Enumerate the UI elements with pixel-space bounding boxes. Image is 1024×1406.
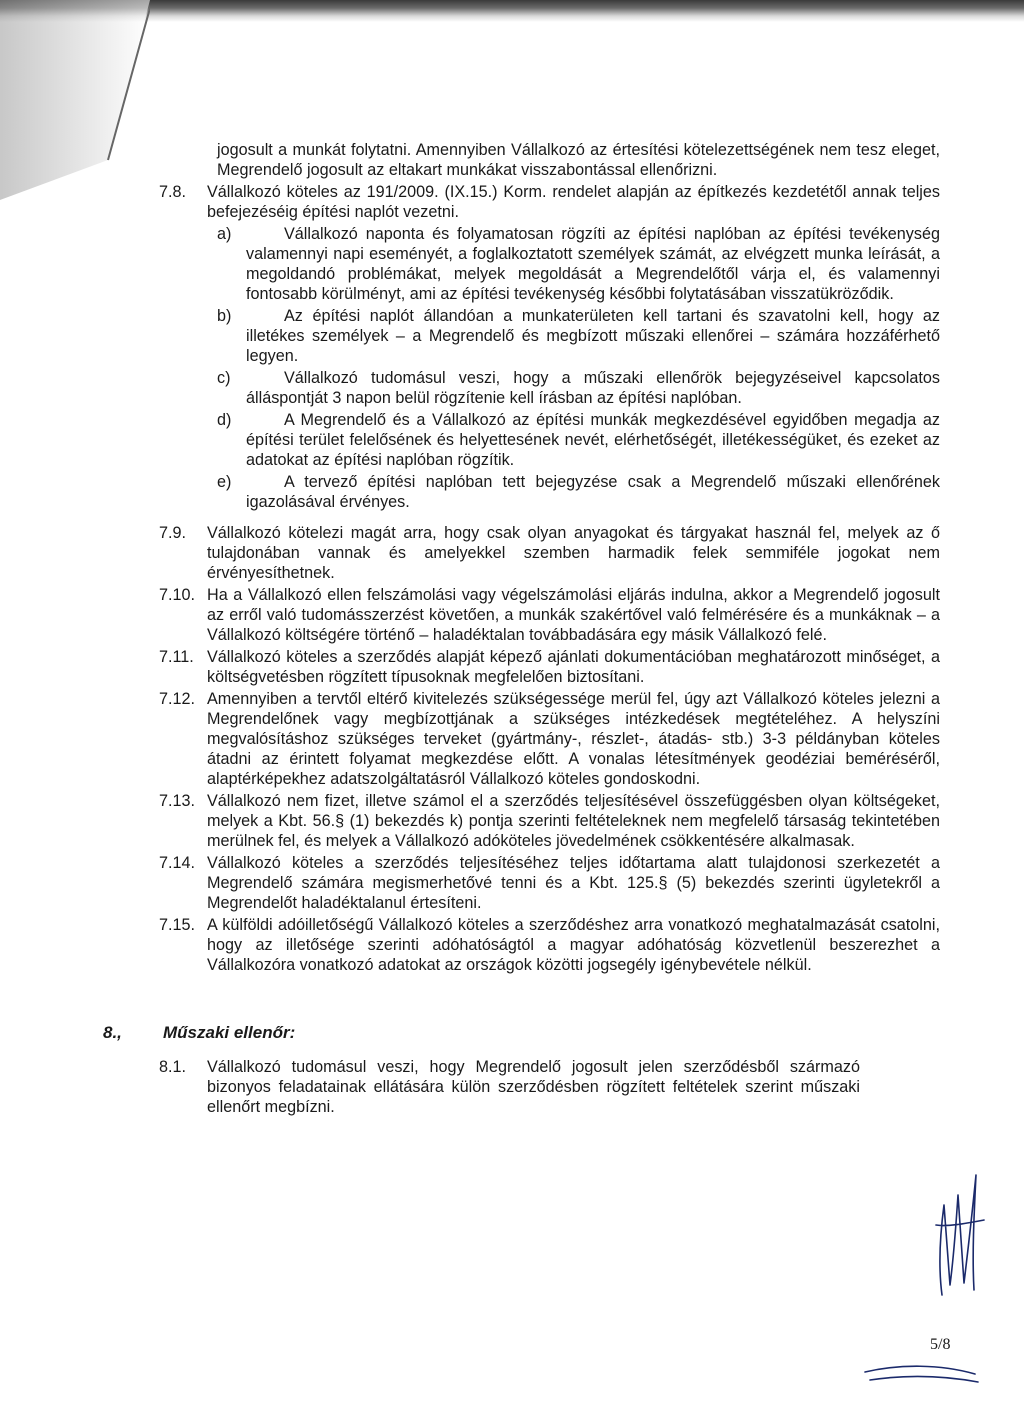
section-8-heading <box>103 1023 940 1043</box>
clause-text: Vállalkozó nem fizet, illetve számol el a szerződés teljesítésével összefüggésben olyan költségeket, melyek a Kbt. 56.§ (1) bekezdés k) pontja szerinti feltételeknek nem megfelelő társaság tekintetében merülnek fel, és melyek a Vállalkozó adóköteles jövedelmének csökkentésére alkalmasak. <box>207 792 940 850</box>
subclause-text: Az építési naplót állandóan a munkaterületen kell tartani és szavatolni kell, hogy az illetékes személyek – a Megrendelő és megbízott műszaki ellenőrei – számára hozzáférhető legyen. <box>246 307 940 365</box>
initials-underline-icon <box>860 1360 980 1388</box>
subclause-letter: e) <box>217 473 232 491</box>
clause-number: 7.10. <box>159 586 196 604</box>
scan-edge-top <box>0 0 1024 22</box>
subclause-letter: d) <box>217 411 232 429</box>
subclause-b <box>217 306 940 366</box>
clause-7-13 <box>160 791 940 851</box>
clause-7-10 <box>160 585 940 645</box>
clause-7-12 <box>160 689 940 789</box>
clause-7-15 <box>160 915 940 975</box>
clause-number: 7.9. <box>159 524 187 542</box>
subclause-d <box>217 410 940 470</box>
clause-8-1 <box>160 1057 940 1117</box>
clause-text: Vállalkozó köteles a szerződés alapját képező ajánlati dokumentációban meghatározott minőséget, a költségvetésben rögzített típusoknak megfelelően biztosítani. <box>207 648 940 686</box>
clause-7-8 <box>160 182 940 222</box>
subclause-letter: a) <box>217 225 232 243</box>
scan-edge-left <box>0 0 150 1406</box>
clause-text: Vállalkozó tudomásul veszi, hogy Megrendelő jogosult jelen szerződésből származó bizonyos feladatainak ellátására külön szerződésben rögzített feltételek szerint műszaki ellenőrt megbízni. <box>207 1058 860 1116</box>
subclause-c <box>217 368 940 408</box>
clause-7-9 <box>160 523 940 583</box>
clause-text: Vállalkozó köteles az 191/2009. (IX.15.) Korm. rendelet alapján az építkezés kezdetétől annak teljes befejezéséig építési naplót vezetni. <box>207 183 940 221</box>
clause-text: Ha a Vállalkozó ellen felszámolási vagy végelszámolási eljárás indulna, akkor a Megrendelő jogosult az erről való tudomásszerzést követően, a munkák szakértővel való felmérésére és a munkáknak – a Vállalkozó költségére történő – haladéktalan továbbadására egy másik Vállalkozó felé. <box>207 586 940 644</box>
subclause-a <box>217 224 940 304</box>
clause-text: A külföldi adóilletőségű Vállalkozó köteles a szerződéshez arra vonatkozó meghatalmazását csatolni, hogy az illetősége szerinti adóhatóságtól a magyar adóhatóság közvetlenül beszerezhet a Vállalkozóra vonatkozó adatokat az országok közötti jogsegély igénybevétele nélkül. <box>207 916 940 974</box>
clause-number: 7.13. <box>159 792 196 810</box>
clause-number: 7.15. <box>159 916 196 934</box>
clause-number: 7.12. <box>159 690 196 708</box>
section-title: Műszaki ellenőr: <box>163 1023 296 1042</box>
clause-7-11 <box>160 647 940 687</box>
clause-text: Vállalkozó köteles a szerződés teljesítéséhez teljes időtartama alatt tulajdonosi szerkezetét a Megrendelő számára megismerhetővé tenni és a Kbt. 125.§ (5) bekezdés szerinti ügyletekről a Megrendelőt haladéktalanul értesíteni. <box>207 854 940 912</box>
clause-number: 7.8. <box>159 183 187 201</box>
page-number: 5/8 <box>930 1336 951 1353</box>
section-number: 8., <box>103 1023 122 1042</box>
signature-icon <box>928 1165 988 1305</box>
subclause-text: Vállalkozó naponta és folyamatosan rögzíti az építési naplóban az építési tevékenység valamennyi napi eseményét, a foglalkoztatott személyek számát, az elvégzett munka leírását, a megoldandó problémákat, melyek megoldását a Megrendelőtől várja el, és valamennyi fontosabb körülményt, ami az építési tevékenység későbbi folytatásában visszatükröződik. <box>246 225 940 303</box>
intro-paragraph: jogosult a munkát folytatni. Amennyiben Vállalkozó az értesítési kötelezettségének nem tesz eleget, Megrendelő jogosult az eltakart munkákat visszabontással ellenőrizni. <box>217 141 940 179</box>
clause-text: Amennyiben a tervtől eltérő kivitelezés szükségessége merül fel, úgy azt Vállalkozó köteles jelezni a Megrendelőnek vagy megbízottjának a szükséges intézkedések megtételéhez. A helyszíni megvalósításhoz szükséges terveket (gyártmány-, részlet-, átadás- stb.) 3-3 példányban köteles átadni az érintett folyamat megkezdése előtt. A vonalas létesítmények geodéziai beméréséről, alaptérképekhez adatszolgáltatásról Vállalkozó köteles gondoskodni. <box>207 690 940 788</box>
subclause-text: A tervező építési naplóban tett bejegyzése csak a Megrendelő műszaki ellenőrének igazolásával érvényes. <box>246 473 940 511</box>
subclause-letter: c) <box>217 369 231 387</box>
subclause-letter: b) <box>217 307 232 325</box>
subclause-text: Vállalkozó tudomásul veszi, hogy a műszaki ellenőrök bejegyzéseivel kapcsolatos álláspontját 3 napon belül rögzítenie kell írásban az építési naplóban. <box>246 369 940 407</box>
subclause-text: A Megrendelő és a Vállalkozó az építési munkák megkezdésével egyidőben megadja az építési terület felelősének és helyettesének nevét, elérhetőségét, illetékességüket, és ezeket az adatokat az építési naplóban rögzítik. <box>246 411 940 469</box>
document-body <box>103 140 940 1117</box>
subclause-e <box>217 472 940 512</box>
clause-text: Vállalkozó kötelezi magát arra, hogy csak olyan anyagokat és tárgyakat használ fel, melyek az ő tulajdonában vannak és amelyekkel szemben harmadik felek semmiféle jogokat nem érvényesíthetnek. <box>207 524 940 582</box>
clause-number: 8.1. <box>159 1058 187 1076</box>
clause-7-14 <box>160 853 940 913</box>
clause-number: 7.11. <box>159 648 194 666</box>
clause-number: 7.14. <box>159 854 196 872</box>
